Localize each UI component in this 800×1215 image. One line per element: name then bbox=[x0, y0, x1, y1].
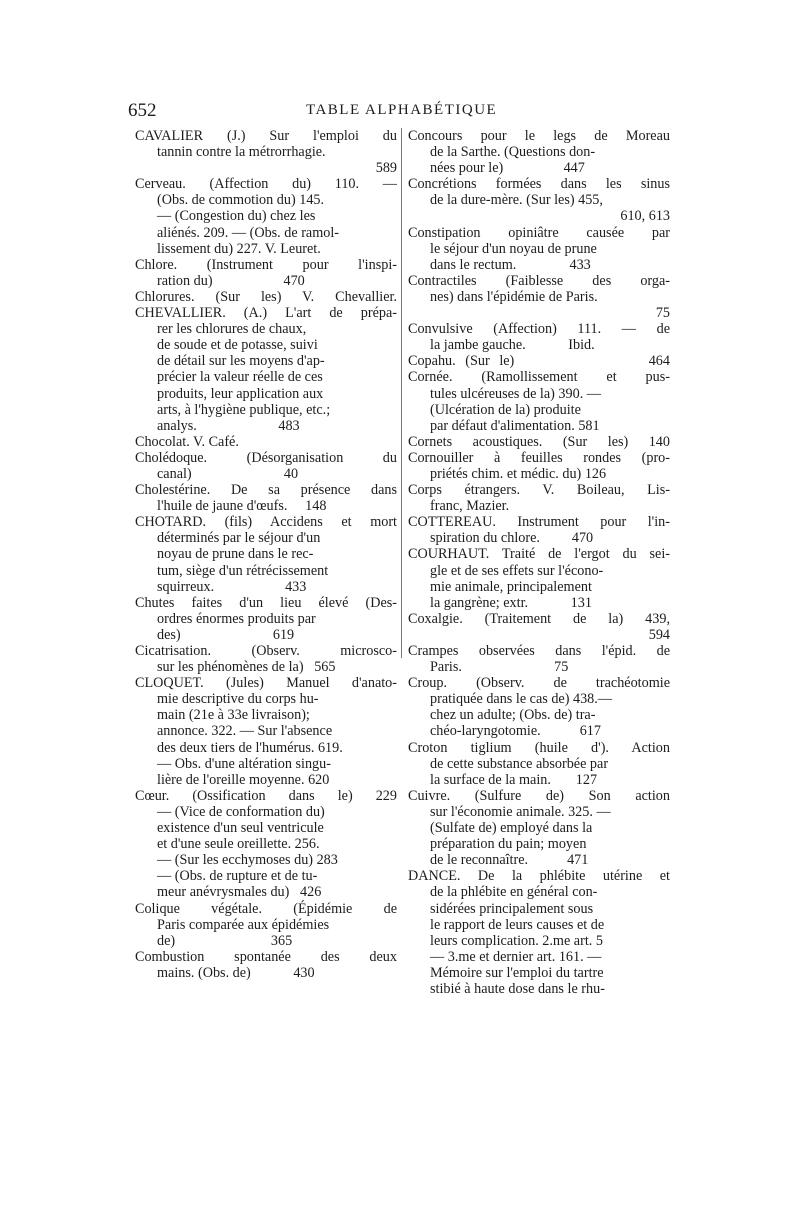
index-line: de la phlébite en général con- bbox=[430, 884, 598, 901]
running-head: TABLE ALPHABÉTIQUE bbox=[306, 102, 498, 118]
index-line: — (Obs. de rupture et de tu- bbox=[157, 868, 318, 885]
index-line: sur l'économie animale. 325. — bbox=[430, 803, 611, 820]
index-line: mains. (Obs. de) 430 bbox=[157, 964, 315, 981]
index-line: 75 bbox=[655, 305, 670, 322]
index-line: CAVALIER (J.) Sur l'emploi du bbox=[135, 128, 397, 144]
index-line: CLOQUET. (Jules) Manuel d'anato- bbox=[135, 675, 397, 692]
index-line: de cette substance absorbée par bbox=[430, 755, 609, 772]
index-line: et d'une seule oreillette. 256. bbox=[157, 836, 320, 853]
index-line: de soude et de potasse, suivi bbox=[157, 337, 318, 354]
index-line: Cerveau. (Affection du) 110. — bbox=[135, 176, 397, 193]
index-line: (Ulcération de la) produite bbox=[430, 401, 581, 418]
index-line: Constipation opiniâtre causée par bbox=[408, 224, 670, 241]
index-line: dans le rectum. 433 bbox=[430, 256, 591, 273]
index-line: Concrétions formées dans les sinus bbox=[408, 176, 670, 193]
index-column-right bbox=[408, 128, 670, 997]
index-line: pratiquée dans le cas de) 438.— bbox=[430, 691, 613, 708]
index-line: l'huile de jaune d'œufs. 148 bbox=[157, 498, 327, 515]
index-line: — (Congestion du) chez les bbox=[157, 208, 316, 225]
index-line: arts, à l'hygiène publique, etc.; bbox=[157, 401, 331, 418]
index-line: franc, Mazier. bbox=[430, 498, 510, 515]
page-header bbox=[128, 100, 668, 124]
index-line: Coxalgie. (Traitement de la) 439, bbox=[408, 610, 670, 627]
index-line: Cœur. (Ossification dans le) 229 bbox=[135, 787, 397, 804]
index-line: la surface de la main. 127 bbox=[430, 771, 598, 788]
index-line: Mémoire sur l'emploi du tartre bbox=[430, 964, 604, 981]
index-line: canal) 40 bbox=[157, 465, 299, 482]
index-line: des) 619 bbox=[157, 626, 295, 643]
index-line: Cuivre. (Sulfure de) Son action bbox=[408, 787, 670, 804]
index-column-left bbox=[135, 128, 397, 981]
index-line: Cornets acoustiques. (Sur les) 140 bbox=[408, 433, 670, 450]
index-line: priétés chim. et médic. du) 126 bbox=[430, 465, 607, 482]
index-line: analys. 483 bbox=[157, 417, 300, 434]
index-line: Crampes observées dans l'épid. de bbox=[408, 643, 670, 659]
index-line: ration du) 470 bbox=[157, 272, 305, 289]
index-line: de la Sarthe. (Questions don- bbox=[430, 144, 596, 161]
index-line: annonce. 322. — Sur l'absence bbox=[157, 723, 333, 740]
index-line: produits, leur application aux bbox=[157, 385, 324, 402]
index-line: Cornouiller à feuilles rondes (pro- bbox=[408, 449, 670, 466]
index-line: Croton tiglium (huile d'). Action bbox=[408, 739, 670, 756]
index-line: la gangrène; extr. 131 bbox=[430, 594, 592, 611]
index-line: chéo-laryngotomie. 617 bbox=[430, 723, 601, 740]
index-line: 610, 613 bbox=[620, 208, 670, 225]
index-line: de) 365 bbox=[157, 932, 293, 949]
index-line: — (Vice de conformation du) bbox=[157, 803, 325, 820]
index-line: de le reconnaître. 471 bbox=[430, 852, 589, 869]
index-line: Corps étrangers. V. Boileau, Lis- bbox=[408, 482, 670, 499]
index-line: (Obs. de commotion du) 145. bbox=[157, 192, 325, 209]
index-line: aliénés. 209. — (Obs. de ramol- bbox=[157, 224, 340, 241]
index-line: Chutes faites d'un lieu élevé (Des- bbox=[135, 594, 397, 611]
index-line: stibié à haute dose dans le rhu- bbox=[430, 980, 605, 997]
index-line: Chlore. (Instrument pour l'inspi- bbox=[135, 256, 397, 273]
index-line: Cicatrisation. (Observ. microsco- bbox=[135, 643, 397, 659]
index-line: tum, siège d'un rétrécissement bbox=[157, 562, 329, 579]
index-line: — Obs. d'une altération singu- bbox=[157, 755, 331, 772]
index-line: mie animale, principalement bbox=[430, 578, 592, 595]
index-line: Convulsive (Affection) 111. — de bbox=[408, 321, 670, 338]
index-line: Colique végétale. (Épidémie de bbox=[135, 900, 397, 917]
index-line: existence d'un seul ventricule bbox=[157, 820, 324, 837]
column-divider bbox=[401, 128, 402, 658]
index-line: noyau de prune dans le rec- bbox=[157, 546, 314, 563]
index-line: leurs complication. 2.me art. 5 bbox=[430, 932, 603, 949]
index-line: squirreux. 433 bbox=[157, 578, 307, 595]
index-line: CHEVALLIER. (A.) L'art de prépa- bbox=[135, 305, 397, 322]
index-line: Concours pour le legs de Moreau bbox=[408, 128, 670, 144]
index-line: tules ulcéreuses de la) 390. — bbox=[430, 385, 601, 402]
index-line: — (Sur les ecchymoses du) 283 bbox=[157, 852, 338, 869]
index-line: Cholédoque. (Désorganisation du bbox=[135, 449, 397, 466]
index-line: Contractiles (Faiblesse des orga- bbox=[408, 272, 670, 289]
index-line: nées pour le) 447 bbox=[430, 160, 585, 177]
index-line: 589 bbox=[375, 160, 397, 177]
index-line: COURHAUT. Traité de l'ergot du sei- bbox=[408, 546, 670, 563]
index-line: Croup. (Observ. de trachéotomie bbox=[408, 675, 670, 692]
index-line: spiration du chlore. 470 bbox=[430, 530, 594, 547]
index-line: Cornée. (Ramollissement et pus- bbox=[408, 369, 670, 386]
index-line: Copahu. (Sur le) 464 bbox=[408, 353, 670, 370]
index-line: des deux tiers de l'humérus. 619. bbox=[157, 739, 343, 756]
index-line: lissement du) 227. V. Leuret. bbox=[157, 240, 321, 257]
index-line: mie descriptive du corps hu- bbox=[157, 691, 319, 708]
index-line: meur anévrysmales du) 426 bbox=[157, 884, 322, 901]
index-line: (Sulfate de) employé dans la bbox=[430, 820, 593, 837]
index-line: précier la valeur réelle de ces bbox=[157, 369, 323, 386]
index-line: main (21e à 33e livraison); bbox=[157, 707, 310, 724]
index-line: gle et de ses effets sur l'écono- bbox=[430, 562, 604, 579]
index-line: lière de l'oreille moyenne. 620 bbox=[157, 771, 330, 788]
index-line: tannin contre la métrorrhagie. bbox=[157, 144, 326, 161]
index-line: DANCE. De la phlébite utérine et bbox=[408, 868, 670, 885]
index-line: COTTEREAU. Instrument pour l'in- bbox=[408, 514, 670, 531]
page-number: 652 bbox=[128, 100, 157, 121]
index-line: Cholestérine. De sa présence dans bbox=[135, 482, 397, 499]
index-line: de détail sur les moyens d'ap- bbox=[157, 353, 325, 370]
index-line: préparation du pain; moyen bbox=[430, 836, 587, 853]
index-line: le séjour d'un noyau de prune bbox=[430, 240, 597, 257]
index-line: le rapport de leurs causes et de bbox=[430, 916, 605, 933]
index-line: ordres énormes produits par bbox=[157, 610, 316, 627]
index-line: Chocolat. V. Café. bbox=[135, 433, 239, 450]
index-line: par défaut d'alimentation. 581 bbox=[430, 417, 600, 434]
index-line: sidérées principalement sous bbox=[430, 900, 594, 917]
index-line: Paris comparée aux épidémies bbox=[157, 916, 330, 933]
index-line: la jambe gauche. Ibid. bbox=[430, 337, 595, 354]
index-line: déterminés par le séjour d'un bbox=[157, 530, 321, 547]
index-line: — 3.me et dernier art. 161. — bbox=[430, 948, 602, 965]
index-line: de la dure-mère. (Sur les) 455, bbox=[430, 192, 603, 209]
index-line: CHOTARD. (fils) Accidens et mort bbox=[135, 514, 397, 531]
index-line: sur les phénomènes de la) 565 bbox=[157, 659, 336, 676]
index-line: nes) dans l'épidémie de Paris. bbox=[430, 288, 598, 305]
index-line: Chlorures. (Sur les) V. Chevallier. bbox=[135, 288, 397, 305]
index-line: Paris. 75 bbox=[430, 659, 569, 676]
index-line: Combustion spontanée des deux bbox=[135, 948, 397, 965]
index-line: rer les chlorures de chaux, bbox=[157, 321, 307, 338]
index-line: 594 bbox=[648, 626, 670, 643]
index-line: chez un adulte; (Obs. de) tra- bbox=[430, 707, 596, 724]
